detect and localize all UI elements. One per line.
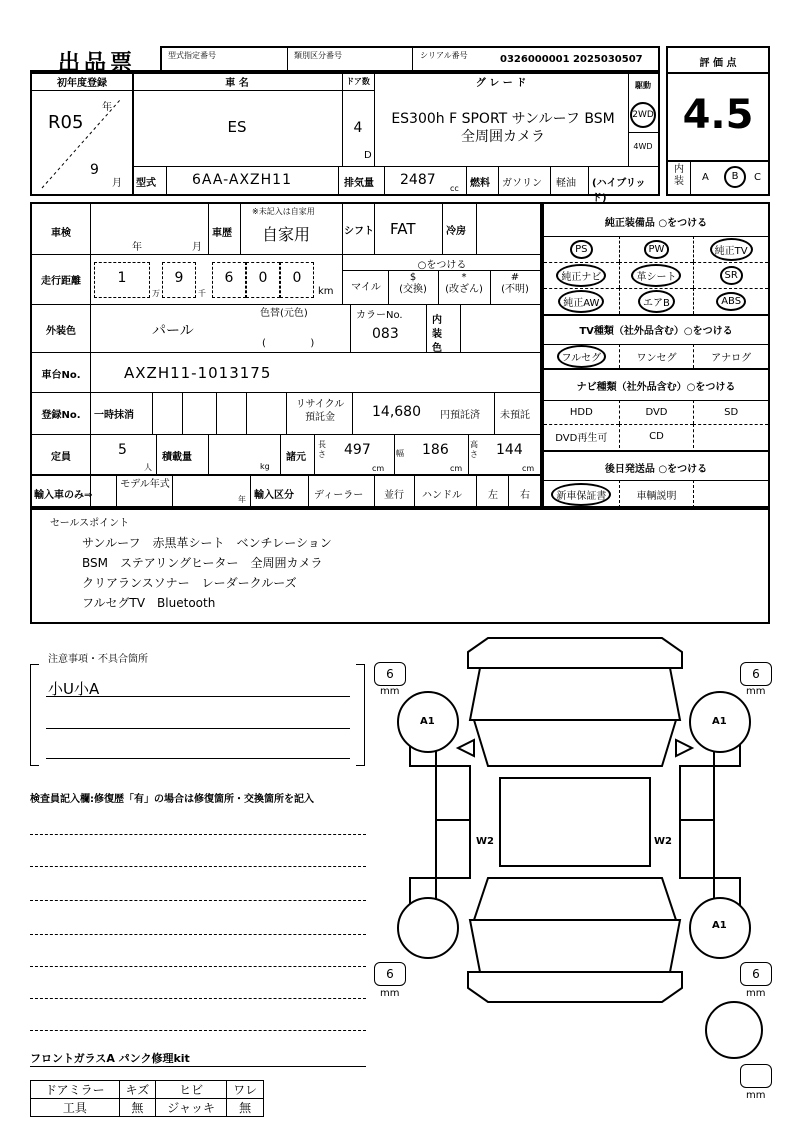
later-grid <box>544 480 768 508</box>
inspector-line-1 <box>30 834 366 835</box>
fuel-hybrid: (ハイブリッド) <box>592 178 646 204</box>
inspector-line-5 <box>30 966 366 967</box>
inspector-line-6 <box>30 998 366 999</box>
tv-item-label: アナログ <box>711 352 752 364</box>
load-label: 積載量 <box>162 452 192 463</box>
capacity-label: 定員 <box>51 452 71 463</box>
grade-label: グ レ ー ド <box>475 78 527 89</box>
windshield-shape <box>474 720 676 766</box>
mark-front-right: A1 <box>712 716 727 727</box>
mileage-digit-2: 9 <box>162 262 196 298</box>
tire-front-left: 6 <box>374 662 406 686</box>
mileage-mark-tamper: * (改ざん) <box>445 272 483 295</box>
interior-grade-b: B <box>724 166 746 188</box>
tv-item-label: フルセグ <box>557 345 607 368</box>
rating-label: 評 価 点 <box>699 58 737 69</box>
front-glass-note: フロントガラスA パンク修理kit <box>30 1052 190 1065</box>
navi-item-label: HDD <box>569 406 593 418</box>
equipment-item-label: 純正ナビ <box>556 264 606 287</box>
handle-right: 右 <box>520 490 530 501</box>
width-value: 186 <box>422 442 449 458</box>
serial-label: シリアル番号 <box>420 51 468 60</box>
model-spec-label: 型式指定番号 <box>168 51 216 60</box>
mileage-digit-5: 0 <box>280 262 314 298</box>
equipment-box <box>542 202 770 508</box>
mileage-mark-mile: マイル <box>351 282 381 293</box>
equipment-item-label: 純正TV <box>710 238 753 261</box>
doors-value: 4 <box>353 120 363 136</box>
notes-line-2 <box>46 728 350 729</box>
equipment-item-label: PS <box>570 240 592 259</box>
chassis-value: AXZH11-1013175 <box>124 364 272 382</box>
later-item-label: 新車保証書 <box>551 483 611 506</box>
equipment-item-cell <box>619 262 694 288</box>
sales-box <box>30 508 770 624</box>
dims-label: 諸元 <box>286 452 306 463</box>
inspector-line-3 <box>30 900 366 901</box>
capacity-value: 5 <box>118 442 127 458</box>
tools-value: 無 <box>119 1099 155 1117</box>
car-name-label: 車 名 <box>132 74 342 91</box>
fuel-gasoline: ガソリン <box>502 178 542 189</box>
fuel-diesel: 軽油 <box>556 178 576 189</box>
navi-item-cell <box>544 400 619 424</box>
handle-left: 左 <box>488 490 498 501</box>
hood-shape <box>470 668 680 720</box>
inspection-label: 車検 <box>51 228 71 239</box>
tv-item-cell <box>544 344 619 368</box>
trunk-shape <box>470 920 680 972</box>
notes-line-3 <box>46 758 350 759</box>
displacement-value: 2487 <box>400 172 436 188</box>
navi-item-label: SD <box>724 406 739 418</box>
color-change-label: 色替(元色) <box>260 308 308 319</box>
color-no-label: カラーNo. <box>356 310 403 321</box>
interior-label: 内装 <box>674 164 684 187</box>
jack-value: 無 <box>227 1099 264 1117</box>
length-label: 長さ <box>318 440 326 459</box>
later-item-cell <box>619 480 694 508</box>
import-dealer: ディーラー <box>314 490 364 501</box>
mileage-digit-1: 1 <box>94 262 150 298</box>
notes-bracket-right <box>356 664 365 766</box>
mark-front-left: A1 <box>420 716 435 727</box>
tire-spare <box>740 1064 772 1088</box>
mark-side-right: W2 <box>654 836 672 847</box>
navi-item-cell <box>544 424 619 448</box>
height-value: 144 <box>496 442 523 458</box>
model-year-label: モデル年式 <box>120 479 170 490</box>
roof-shape <box>500 778 650 866</box>
mileage-mark-exchange: $ (交換) <box>399 272 427 295</box>
length-value: 497 <box>344 442 371 458</box>
tv-item-cell <box>693 344 768 368</box>
color-no-value: 083 <box>372 326 399 342</box>
navi-item-label: DVD再生可 <box>555 433 608 444</box>
mileage-digit-3: 6 <box>212 262 246 298</box>
navi-item-cell <box>619 424 694 448</box>
equipment-item-cell <box>544 262 619 288</box>
reg-no-value: 一時抹消 <box>94 410 134 421</box>
recycle-status: 円預託済 <box>440 410 480 421</box>
rear-bumper-shape <box>468 972 682 1002</box>
right-mirror-shape <box>676 740 692 756</box>
import-parallel: 並行 <box>384 490 404 501</box>
import-label: 輸入車のみ⇒ <box>34 490 93 501</box>
mirror-header: ドアミラー <box>31 1081 120 1099</box>
navi-title: ナビ種類（社外品含む）○をつける <box>576 382 736 393</box>
type-value: 6AA-AXZH11 <box>192 172 292 188</box>
sales-line-4: フルセグTV Bluetooth <box>82 596 216 610</box>
tv-item-cell <box>619 344 694 368</box>
equipment-item-cell <box>619 236 694 262</box>
notes-bracket-left <box>30 664 39 766</box>
navi-item-label: DVD <box>645 406 668 418</box>
later-item-label: 車輌説明 <box>636 490 677 502</box>
jack-cell: ジャッキ <box>155 1099 226 1117</box>
mileage-mark-unknown: # (不明) <box>501 272 529 295</box>
inspector-line-7 <box>30 1030 366 1031</box>
left-mirror-shape <box>458 740 474 756</box>
reg-no-label: 登録No. <box>41 410 81 421</box>
equipment-item-cell <box>544 288 619 314</box>
recycle-unpaid: 未預託 <box>500 410 530 421</box>
recycle-value: 14,680 <box>372 404 421 420</box>
shift-value: FAT <box>390 220 416 238</box>
drive-2wd: 2WD <box>630 102 656 128</box>
ac-label: 冷房 <box>446 226 466 237</box>
equipment-item-label: エアB <box>638 290 675 313</box>
car-diagram <box>370 628 780 1108</box>
tire-rear-right: 6 <box>740 962 772 986</box>
mark-rear-right: A1 <box>712 920 727 931</box>
doors-label: ドア数 <box>342 76 374 91</box>
interior-color-label: 内装色 <box>432 315 442 354</box>
equipment-grid <box>544 236 768 314</box>
wheel-rear-left <box>398 898 458 958</box>
main-info-box: 車検 年 月 車歴 ※未記入は自家用 自家用 シフト FAT 冷房 走行距離 1 万 9 千 6 0 0 km ○をつける マイル $ (交換) * (改ざん) # (不明) 外装色 色替(元色) パール ( ) カラーNo. 083 内装色 車台No. AXZH11-1013175 登録No. 一時抹消 リサイクル預託金 14,680 円預託済 未預託 定員 5 人 積載量 kg 諸元 長さ 497 cm 幅 186 cm 高さ 144 cm 輸入車のみ⇒ モデル年式 年 輸入区分 ディーラー 並行 ハンドル 左 右 <box>30 202 542 508</box>
navi-item-cell <box>693 424 768 448</box>
sales-line-1: サンルーフ 赤黒革シート ベンチレーション <box>82 536 332 550</box>
height-label: 高さ <box>470 440 478 459</box>
chassis-label: 車台No. <box>41 370 81 381</box>
equipment-item-label: PW <box>644 240 670 259</box>
type-label: 型式 <box>136 178 156 189</box>
equipment-title: 純正装備品 ○をつける <box>604 218 708 229</box>
equipment-item-cell <box>693 288 768 314</box>
interior-grade-a: A <box>702 172 709 183</box>
left-door-rear <box>436 820 470 878</box>
handle-label: ハンドル <box>422 490 462 501</box>
navi-grid <box>544 400 768 448</box>
equipment-item-cell <box>693 262 768 288</box>
rating-value: 4.5 <box>682 92 754 138</box>
first-reg-label: 初年度登録 <box>32 74 132 91</box>
tire-rear-left: 6 <box>374 962 406 986</box>
import-class-label: 輸入区分 <box>254 490 294 501</box>
grade-line2: 全周囲カメラ <box>461 129 545 145</box>
sales-line-2: BSM ステアリングヒーター 全周囲カメラ <box>82 556 323 570</box>
tv-grid <box>544 344 768 368</box>
fuel-label: 燃料 <box>470 178 490 189</box>
front-bumper-shape <box>468 638 682 668</box>
rating-box <box>666 46 770 196</box>
left-door-front <box>436 766 470 820</box>
later-item-cell <box>544 480 619 508</box>
scratch-header: キズ <box>119 1081 155 1099</box>
color-change-paren: ( ) <box>262 338 315 349</box>
later-item-cell <box>693 480 768 508</box>
exterior-value: パール <box>152 323 194 339</box>
history-value: 自家用 <box>262 225 311 244</box>
notes-line-1-text: 小U小A <box>48 680 100 698</box>
equipment-item-label: 革シート <box>631 264 681 287</box>
vehicle-info-box: 初年度登録 R05 年 9 月 車 名 ES ドア数 4 D グ レ ー ド ES300h F SPORT サンルーフ BSM 全周囲カメラ 駆動 2WD 4WD 型式 6AA-AXZH11 排気量 2487 cc 燃料 ガソリン 軽油 (ハイブリッド) <box>30 72 660 196</box>
drive-4wd: 4WD <box>633 142 653 151</box>
interior-grade-c: C <box>754 172 761 183</box>
shift-label: シフト <box>344 226 374 237</box>
equipment-item-cell <box>544 236 619 262</box>
header-codes-box <box>160 46 660 72</box>
mileage-label: 走行距離 <box>41 276 81 287</box>
drive-label: 駆動 <box>635 81 651 90</box>
sales-title: セールスポイント <box>50 518 130 529</box>
first-reg-month: 9 <box>90 162 99 178</box>
mark-side-left: W2 <box>476 836 494 847</box>
navi-item-cell <box>693 400 768 424</box>
exterior-label: 外装色 <box>46 326 76 337</box>
displacement-label: 排気量 <box>344 178 374 189</box>
history-note: ※未記入は自家用 <box>252 207 315 216</box>
tv-title: TV種類（社外品含む）○をつける <box>579 326 733 337</box>
equipment-item-cell <box>693 236 768 262</box>
equipment-item-label: ABS <box>716 292 746 311</box>
doors-type: D <box>364 150 372 161</box>
notes-title: 注意事項・不具合箇所 <box>48 654 148 665</box>
equipment-item-cell <box>619 288 694 314</box>
tv-item-label: ワンセグ <box>636 352 677 364</box>
later-title: 後日発送品 ○をつける <box>604 464 708 475</box>
first-reg-year: R05 <box>48 112 84 133</box>
tools-cell: 工具 <box>31 1099 120 1117</box>
mirror-table <box>30 1080 264 1117</box>
sales-line-3: クリアランスソナー レーダークルーズ <box>82 576 297 590</box>
mileage-mark-label: ○をつける <box>417 260 467 271</box>
spare-wheel <box>706 1002 762 1058</box>
inspector-line-2 <box>30 866 366 867</box>
width-label: 幅 <box>396 449 404 458</box>
right-door-front <box>680 766 714 820</box>
notes-line-1 <box>46 696 350 697</box>
rear-window-shape <box>474 878 676 920</box>
navi-item-cell <box>619 400 694 424</box>
mileage-digit-4: 0 <box>246 262 280 298</box>
car-name-value: ES <box>227 118 247 136</box>
history-label: 車歴 <box>212 228 232 239</box>
break-header: ワレ <box>227 1081 264 1099</box>
recycle-label: リサイクル預託金 <box>295 399 345 423</box>
grade-line1: ES300h F SPORT サンルーフ BSM <box>391 111 615 127</box>
equipment-item-label: 純正AW <box>558 290 604 313</box>
equipment-item-label: SR <box>720 266 743 285</box>
tire-front-right: 6 <box>740 662 772 686</box>
navi-item-label: CD <box>649 431 664 442</box>
form-title: 出品票 <box>58 51 137 76</box>
crack-header: ヒビ <box>155 1081 226 1099</box>
inspector-line-4 <box>30 934 366 935</box>
class-label: 類別区分番号 <box>294 51 342 60</box>
inspector-title: 検査員記入欄:修復歴「有」の場合は修復箇所・交換箇所を記入 <box>30 794 314 805</box>
right-door-rear <box>680 820 714 878</box>
serial-value: 0326000001 2025030507 <box>500 54 643 65</box>
